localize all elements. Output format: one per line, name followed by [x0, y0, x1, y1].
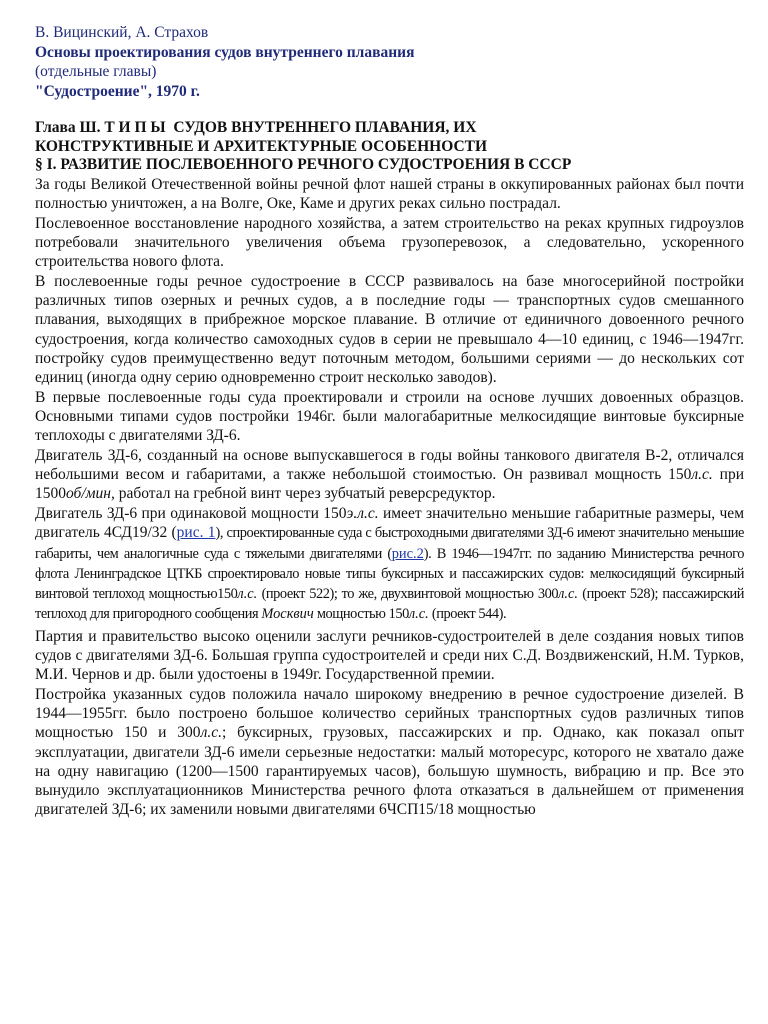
paragraph-6-unit-3: л.с.	[558, 585, 578, 602]
book-publisher-year: "Судостроение", 1970 г.	[35, 82, 200, 100]
figure-2-link[interactable]: рис.2	[391, 545, 424, 562]
chapter-heading-line-2: КОНСТРУКТИВНЫЕ И АРХИТЕКТУРНЫЕ ОСОБЕННОСТИ	[35, 137, 488, 155]
paragraph-8	[35, 685, 744, 819]
paragraph-6-text-b: имеет значительно меньшие габаритные размеры, чем двигатель 4СД19/32 (	[35, 505, 744, 542]
paragraph-2: Послевоенное восстановление народного хозяйства, а затем строительство на реках крупных гидроузлов потребовали значительного увеличения объема грузоперевозок, а следовательно, ускоренного строительства нового флота.	[35, 214, 744, 271]
book-authors: В. Вицинский, А. Страхов	[35, 24, 209, 41]
document-page	[35, 23, 744, 819]
paragraph-5-unit-2: об/мин,	[66, 485, 115, 503]
book-subtitle: (отдельные главы)	[35, 63, 157, 80]
paragraph-5-text-a: Двигатель ЗД-6, созданный на основе выпускавшегося в годы войны танкового двигателя В-2, отличался небольшими весом и габаритами, а также небольшой стоимостью. Он развивал мощность 150	[35, 447, 744, 484]
paragraph-6-unit-4: л.с.	[408, 605, 429, 622]
chapter-heading-line-1: Глава Ш. Т И П Ы СУДОВ ВНУТРЕННЕГО ПЛАВАНИЯ, ИХ	[35, 119, 477, 136]
paragraph-7: Партия и правительство высоко оценили заслуги речников-судостроителей в деле создания новых типов судов с двигателями ЗД-6. Большая группа судостроителей и среди них С.Д. Воздвиженский, Н.М. Турков, М.И. Чернов и др. были удостоены в 1949г. Государственной премии.	[35, 627, 744, 684]
paragraph-4: В первые послевоенные годы суда проектировали и строили на основе лучших довоенных образцов. Основными типами судов постройки 1946г. были малогабаритные мелкосидящие винтовые буксирные теплоходы с двигателями ЗД-6.	[35, 388, 744, 444]
paragraph-5-text-b: при 1500	[35, 466, 744, 503]
paragraph-6-lead	[35, 504, 744, 624]
paragraph-5-unit-1: л.с.	[691, 466, 713, 484]
paragraph-6-italic-name: Москвич	[261, 605, 314, 622]
chapter-headings	[35, 119, 744, 175]
paragraph-8-text-a: Постройка указанных судов положила начало широкому внедрению в речное судостроение дизелей. В 1944—1955гг. было построено большое количество серийных транспортных судов различных типов мощностью 150 и 300	[35, 686, 744, 742]
paragraph-6-text-d: ). В 1946—1947гг. по заданию Министерства речного флота Ленинградское ЦТКБ спроектировало новые типы буксирных и пассажирских судов: мелкосидящий буксирный винтовой теплоход мощностью150	[35, 545, 744, 602]
paragraph-8-unit-1: л.с.	[200, 724, 222, 742]
paragraph-6-text-g: мощностью 150	[313, 605, 409, 622]
paragraph-3: В послевоенные годы речное судостроение в СССР развивалось на базе многосерийной постройки различных типов озерных и речных судов, а в последние годы — транспортных судов смешанного плавания, выходящих в прибрежное морское плавание. В отличие от единичного довоенного речного судостроения, когда количество самоходных судов в серии не превышало 4—10 единиц, с 1946—1947гг. постройку судов преимущественно ведут поточным методом, большими сериями — до нескольких сот единиц (иногда одну серию одновременно строит несколько заводов).	[35, 273, 744, 386]
paragraph-1: За годы Великой Отечественной войны речной флот нашей страны в оккупированных районах был почти полностью уничтожен, а на Волге, Оке, Каме и других реках сильно пострадал.	[35, 175, 744, 212]
section-heading: § I. РАЗВИТИЕ ПОСЛЕВОЕННОГО РЕЧНОГО СУДОСТРОЕНИЯ В СССР	[35, 156, 572, 174]
paragraph-5	[35, 446, 744, 503]
paragraph-6-text-c: ), спроектированные суда с быстроходными двигателями ЗД-6 имеют значительно меньшие габариты, чем аналогичные суда с тяжелыми двигателями (	[35, 525, 744, 562]
paragraph-6-text-h: (проект 544).	[428, 605, 507, 622]
book-title: Основы проектирования судов внутреннего плавания	[35, 43, 415, 61]
paragraph-6-unit-2: л.с.	[237, 585, 258, 602]
figure-1-link[interactable]: рис. 1	[176, 524, 216, 542]
paragraph-6-text-a: Двигатель ЗД-6 при одинаковой мощности 150	[35, 505, 347, 523]
paragraph-6-text-f: (проект 528); пассажирский теплоход для пригородного сообщения	[35, 585, 744, 622]
paragraph-5-text-c: работал на гребной винт через зубчатый реверсредуктор.	[114, 485, 496, 503]
paragraph-6-unit-1: э.л.с.	[346, 505, 379, 523]
paragraph-6-text-e: (проект 522); то же, двухвинтовой мощностью 300	[257, 585, 559, 602]
paragraph-8-text-b: ; буксирных, грузовых, пассажирских и пр. Однако, как показал опыт эксплуатации, двигатели ЗД-6 имели серьезные недостатки: малый моторесурс, которого не хватало даже на одну навигацию (1200—1500 гарантируемых часов), большую шумность, вибрацию и пр. Все это вынудило эксплуатационников Министерства речного флота отказаться в дальнейшем от применения двигателей ЗД-6; их заменили новыми двигателями 6ЧСП15/18 мощностью	[35, 724, 744, 818]
